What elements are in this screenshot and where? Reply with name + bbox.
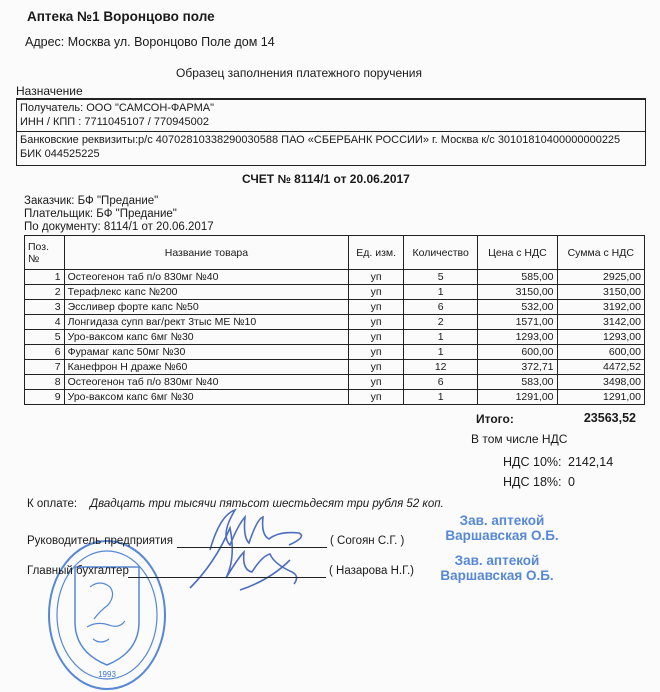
pharmacy-address: Адрес: Москва ул. Воронцово Поле дом 14 bbox=[25, 35, 275, 49]
payment-amount-words: Двадцать три тысячи пятьсот шестьдесят три рубля 52 коп. bbox=[90, 498, 444, 510]
cell-price: 1293,00 bbox=[478, 330, 557, 345]
payer: Плательщик: БФ "Предание" bbox=[24, 208, 177, 220]
cell-name: Канефрон Н драже №60 bbox=[64, 360, 349, 375]
cell-quantity: 2 bbox=[404, 315, 478, 330]
cell-quantity: 1 bbox=[404, 390, 478, 405]
recipient-inn-kpp: ИНН / КПП : 7711045107 / 770945002 bbox=[20, 116, 209, 128]
vat10-value: 2142,14 bbox=[568, 455, 614, 469]
col-unit: Ед. изм. bbox=[349, 236, 404, 270]
cell-quantity: 1 bbox=[404, 285, 478, 300]
vat18-label: НДС 18%: bbox=[503, 475, 562, 489]
cell-position: 4 bbox=[25, 315, 65, 330]
cell-price: 583,00 bbox=[478, 375, 557, 390]
document-ref: По документу: 8114/1 от 20.06.2017 bbox=[24, 221, 214, 233]
cell-name: Уро-ваксом капс 6мг №30 bbox=[64, 330, 349, 345]
table-header-row bbox=[25, 236, 645, 270]
cell-name: Лонгидаза супп ваг/рект 3тыс МЕ №10 bbox=[64, 315, 349, 330]
cell-price: 372,71 bbox=[478, 360, 557, 375]
cell-price: 600,00 bbox=[478, 345, 557, 360]
cell-sum: 3150,00 bbox=[557, 285, 644, 300]
table-row bbox=[25, 315, 645, 330]
vat18-value: 0 bbox=[568, 475, 575, 489]
cell-position: 3 bbox=[25, 300, 65, 315]
table-row bbox=[25, 270, 645, 285]
accountant-name: ( Назарова Н.Г.) bbox=[329, 565, 414, 577]
cell-sum: 600,00 bbox=[557, 345, 644, 360]
recipient-name: Получатель: ООО "САМСОН-ФАРМА" bbox=[20, 102, 215, 114]
cell-position: 1 bbox=[25, 270, 65, 285]
cell-quantity: 1 bbox=[404, 330, 478, 345]
cell-position: 5 bbox=[25, 330, 65, 345]
director-label: Руководитель предприятия bbox=[27, 535, 173, 547]
head-pharmacist-stamp-1 bbox=[432, 513, 572, 543]
payment-label: К оплате: bbox=[27, 498, 78, 510]
cell-position: 7 bbox=[25, 360, 65, 375]
cell-unit: уп bbox=[349, 300, 404, 315]
seal-year: 1993 bbox=[98, 670, 116, 679]
handwritten-signatures-icon bbox=[180, 500, 350, 600]
cell-price: 1291,00 bbox=[478, 390, 557, 405]
cell-position: 2 bbox=[25, 285, 65, 300]
recipient-box bbox=[16, 98, 646, 132]
cell-price: 532,00 bbox=[478, 300, 557, 315]
cell-name: Фурамаг капс 50мг №30 bbox=[64, 345, 349, 360]
invoice-title: СЧЕТ № 8114/1 от 20.06.2017 bbox=[242, 172, 410, 186]
table-row bbox=[25, 345, 645, 360]
total-label: Итого: bbox=[476, 412, 514, 426]
stamp2-name: Варшавская О.Б. bbox=[440, 568, 554, 583]
table-row bbox=[25, 285, 645, 300]
col-quantity: Количество bbox=[404, 236, 478, 270]
company-seal-icon bbox=[45, 527, 170, 692]
cell-position: 8 bbox=[25, 375, 65, 390]
sample-title: Образец заполнения платежного поручения bbox=[176, 66, 422, 80]
director-name: ( Согоян С.Г. ) bbox=[330, 535, 405, 547]
accountant-label: Главный бухгалтер bbox=[27, 565, 129, 577]
cell-position: 6 bbox=[25, 345, 65, 360]
stamp1-title: Зав. аптекой bbox=[459, 513, 545, 528]
cell-quantity: 5 bbox=[404, 270, 478, 285]
cell-price: 1571,00 bbox=[478, 315, 557, 330]
col-name: Название товара bbox=[64, 236, 349, 270]
cell-position: 9 bbox=[25, 390, 65, 405]
cell-unit: уп bbox=[349, 345, 404, 360]
cell-name: Эссливер форте капс №50 bbox=[64, 300, 349, 315]
cell-sum: 1293,00 bbox=[557, 330, 644, 345]
table-row bbox=[25, 330, 645, 345]
total-value: 23563,52 bbox=[583, 411, 636, 425]
cell-unit: уп bbox=[349, 375, 404, 390]
cell-quantity: 6 bbox=[404, 375, 478, 390]
accountant-signature-line bbox=[128, 577, 326, 578]
customer: Заказчик: БФ "Предание" bbox=[24, 195, 159, 207]
cell-unit: уп bbox=[349, 285, 404, 300]
cell-unit: уп bbox=[349, 330, 404, 345]
cell-unit: уп bbox=[349, 360, 404, 375]
cell-quantity: 12 bbox=[404, 360, 478, 375]
cell-quantity: 6 bbox=[404, 300, 478, 315]
cell-name: Уро-ваксом капс 6мг №30 bbox=[64, 390, 349, 405]
cell-sum: 3498,00 bbox=[557, 375, 644, 390]
cell-unit: уп bbox=[349, 315, 404, 330]
cell-sum: 2925,00 bbox=[557, 270, 644, 285]
vat-included-label: В том числе НДС bbox=[471, 432, 568, 446]
cell-sum: 1291,00 bbox=[557, 390, 644, 405]
table-row bbox=[25, 390, 645, 405]
head-pharmacist-stamp-2 bbox=[427, 553, 567, 583]
cell-price: 3150,00 bbox=[478, 285, 557, 300]
pharmacy-name: Аптека №1 Воронцово поле bbox=[27, 9, 215, 24]
invoice-meta bbox=[24, 195, 214, 234]
cell-name: Остеогенон таб п/о 830мг №40 bbox=[64, 375, 349, 390]
table-row bbox=[25, 375, 645, 390]
cell-price: 585,00 bbox=[478, 270, 557, 285]
cell-quantity: 1 bbox=[404, 345, 478, 360]
col-position: Поз. № bbox=[25, 236, 65, 270]
purpose-label: Назначение bbox=[16, 84, 83, 98]
cell-unit: уп bbox=[349, 390, 404, 405]
vat10-label: НДС 10%: bbox=[503, 455, 562, 469]
table-row bbox=[25, 300, 645, 315]
bank-details-box bbox=[16, 131, 646, 166]
bank-bik: БИК 044525225 bbox=[20, 148, 100, 160]
cell-name: Остеогенон таб п/о 830мг №40 bbox=[64, 270, 349, 285]
cell-sum: 3192,00 bbox=[557, 300, 644, 315]
col-price: Цена с НДС bbox=[478, 236, 557, 270]
bank-account: Банковские реквизиты:р/с 40702810338290030588 ПАО «СБЕРБАНК РОССИИ» г. Москва к/с 30101810400000000225 bbox=[20, 134, 621, 146]
cell-sum: 3142,00 bbox=[557, 315, 644, 330]
col-sum: Сумма с НДС bbox=[557, 236, 644, 270]
stamp2-title: Зав. аптекой bbox=[454, 553, 540, 568]
cell-sum: 4472,52 bbox=[557, 360, 644, 375]
stamp1-name: Варшавская О.Б. bbox=[445, 528, 559, 543]
director-signature-line bbox=[177, 547, 327, 548]
cell-unit: уп bbox=[349, 270, 404, 285]
table-row bbox=[25, 360, 645, 375]
cell-name: Терафлекс капс №200 bbox=[64, 285, 349, 300]
items-table bbox=[24, 235, 645, 405]
